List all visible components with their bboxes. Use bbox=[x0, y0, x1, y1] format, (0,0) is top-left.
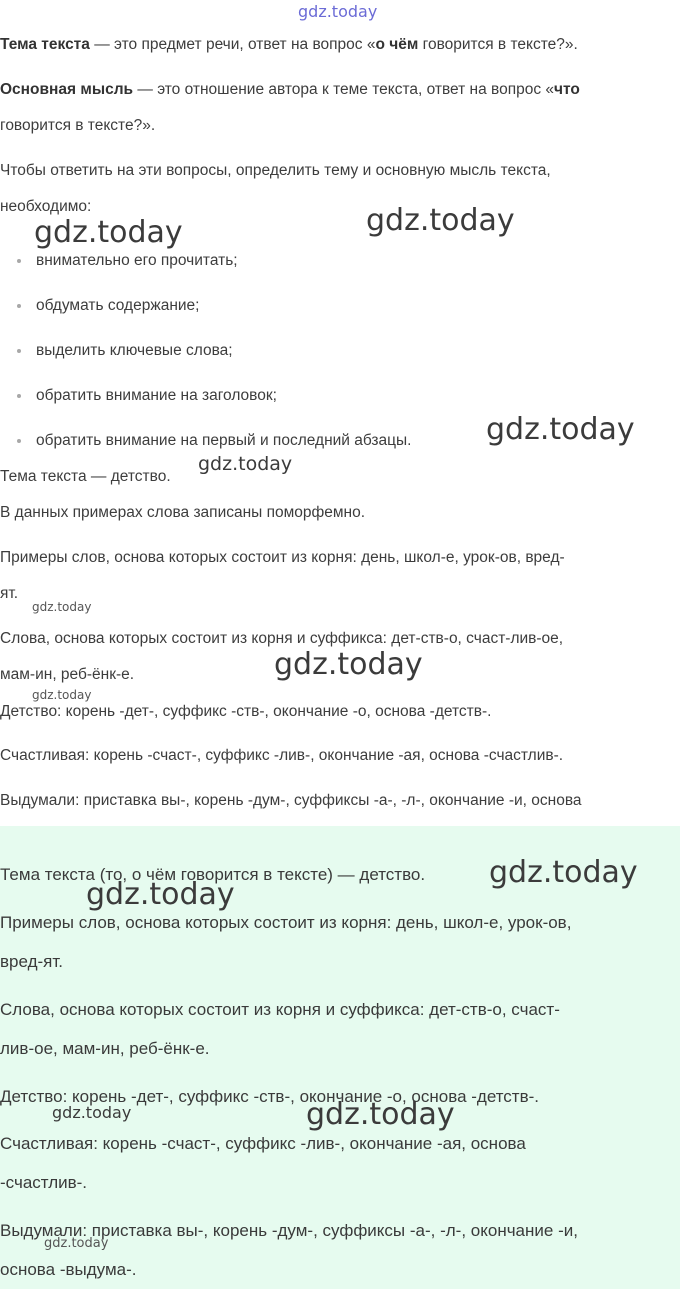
topic-term: Тема текста bbox=[0, 36, 90, 53]
watermark: gdz.today bbox=[198, 453, 293, 475]
suffix-examples-line2: мам-ин, реб-ёнк-е. bbox=[0, 666, 135, 683]
bullet-dot-icon bbox=[17, 304, 21, 308]
morph-note: В данных примерах слова записаны поморфемно. bbox=[0, 504, 366, 521]
vydumali-parse-line1: Выдумали: приставка вы-, корень -дум-, суффиксы -а-, -л-, окончание -и, основа bbox=[0, 792, 582, 809]
bullet-dot-icon bbox=[17, 259, 21, 263]
answer-root-line1: Примеры слов, основа которых состоит из корня: день, школ-е, урок-ов, bbox=[0, 913, 572, 932]
idea-question: что bbox=[554, 81, 580, 98]
watermark-top: gdz.today bbox=[298, 2, 378, 21]
bullet-dot-icon bbox=[17, 439, 21, 443]
answer-vydumali-line2: основа -выдума-. bbox=[0, 1260, 137, 1279]
answer-root-line2: вред-ят. bbox=[0, 952, 63, 971]
answer-vydumali-line1: Выдумали: приставка вы-, корень -дум-, суффиксы -а-, -л-, окончание -и, bbox=[0, 1221, 578, 1240]
watermark: gdz.today bbox=[32, 600, 92, 614]
idea-definition bbox=[0, 82, 580, 98]
answer-schastlivaya-line2: -счастлив-. bbox=[0, 1173, 88, 1192]
idea-term: Основная мысль bbox=[0, 81, 134, 98]
root-examples-line1: Примеры слов, основа которых состоит из корня: день, школ-е, урок-ов, вред- bbox=[0, 549, 565, 566]
topic-definition bbox=[0, 37, 578, 53]
analysis-topic: Тема текста — детство. bbox=[0, 468, 171, 485]
answer-topic: Тема текста (то, о чём говорится в тексте) — детство. bbox=[0, 865, 426, 884]
watermark: gdz.today bbox=[44, 1236, 109, 1251]
watermark: gdz.today bbox=[32, 688, 92, 702]
answer-detstvo-parse: Детство: корень -дет-, суффикс -ств-, окончание -о, основа -детств-. bbox=[0, 1087, 540, 1106]
answer-schastlivaya-line1: Счастливая: корень -счаст-, суффикс -лив-, окончание -ая, основа bbox=[0, 1134, 526, 1153]
watermark: gdz.today bbox=[86, 877, 235, 912]
topic-definition-text: — это предмет речи, ответ на вопрос « bbox=[89, 36, 376, 53]
watermark: gdz.today bbox=[34, 215, 183, 250]
answer-suffix-line2: лив-ое, мам-ин, реб-ёнк-е. bbox=[0, 1039, 210, 1058]
answer-suffix-line1: Слова, основа которых состоит из корня и суффикса: дет-ств-о, счаст- bbox=[0, 1000, 560, 1019]
watermark: gdz.today bbox=[489, 855, 638, 890]
watermark: gdz.today bbox=[306, 1097, 455, 1132]
suffix-examples-line1: Слова, основа которых состоит из корня и суффикса: дет-ств-о, счаст-лив-ое, bbox=[0, 630, 564, 647]
schastlivaya-parse: Счастливая: корень -счаст-, суффикс -лив-, окончание -ая, основа -счастлив-. bbox=[0, 747, 564, 764]
idea-definition-text: — это отношение автора к теме текста, ответ на вопрос « bbox=[133, 81, 555, 98]
topic-question: о чём bbox=[375, 36, 419, 53]
watermark: gdz.today bbox=[274, 647, 423, 682]
watermark: gdz.today bbox=[52, 1103, 132, 1122]
detstvo-parse: Детство: корень -дет-, суффикс -ств-, окончание -о, основа -детств-. bbox=[0, 703, 492, 720]
how-to-line1: Чтобы ответить на эти вопросы, определить тему и основную мысль текста, bbox=[0, 162, 551, 179]
bullet-dot-icon bbox=[17, 349, 21, 353]
watermark: gdz.today bbox=[366, 203, 515, 238]
how-to-line2: необходимо: bbox=[0, 198, 92, 215]
idea-definition-line2: говорится в тексте?». bbox=[0, 117, 156, 134]
watermark: gdz.today bbox=[486, 412, 635, 447]
topic-definition-end: говорится в тексте?». bbox=[418, 36, 578, 53]
bullet-dot-icon bbox=[17, 394, 21, 398]
root-examples-line2: ят. bbox=[0, 585, 19, 602]
